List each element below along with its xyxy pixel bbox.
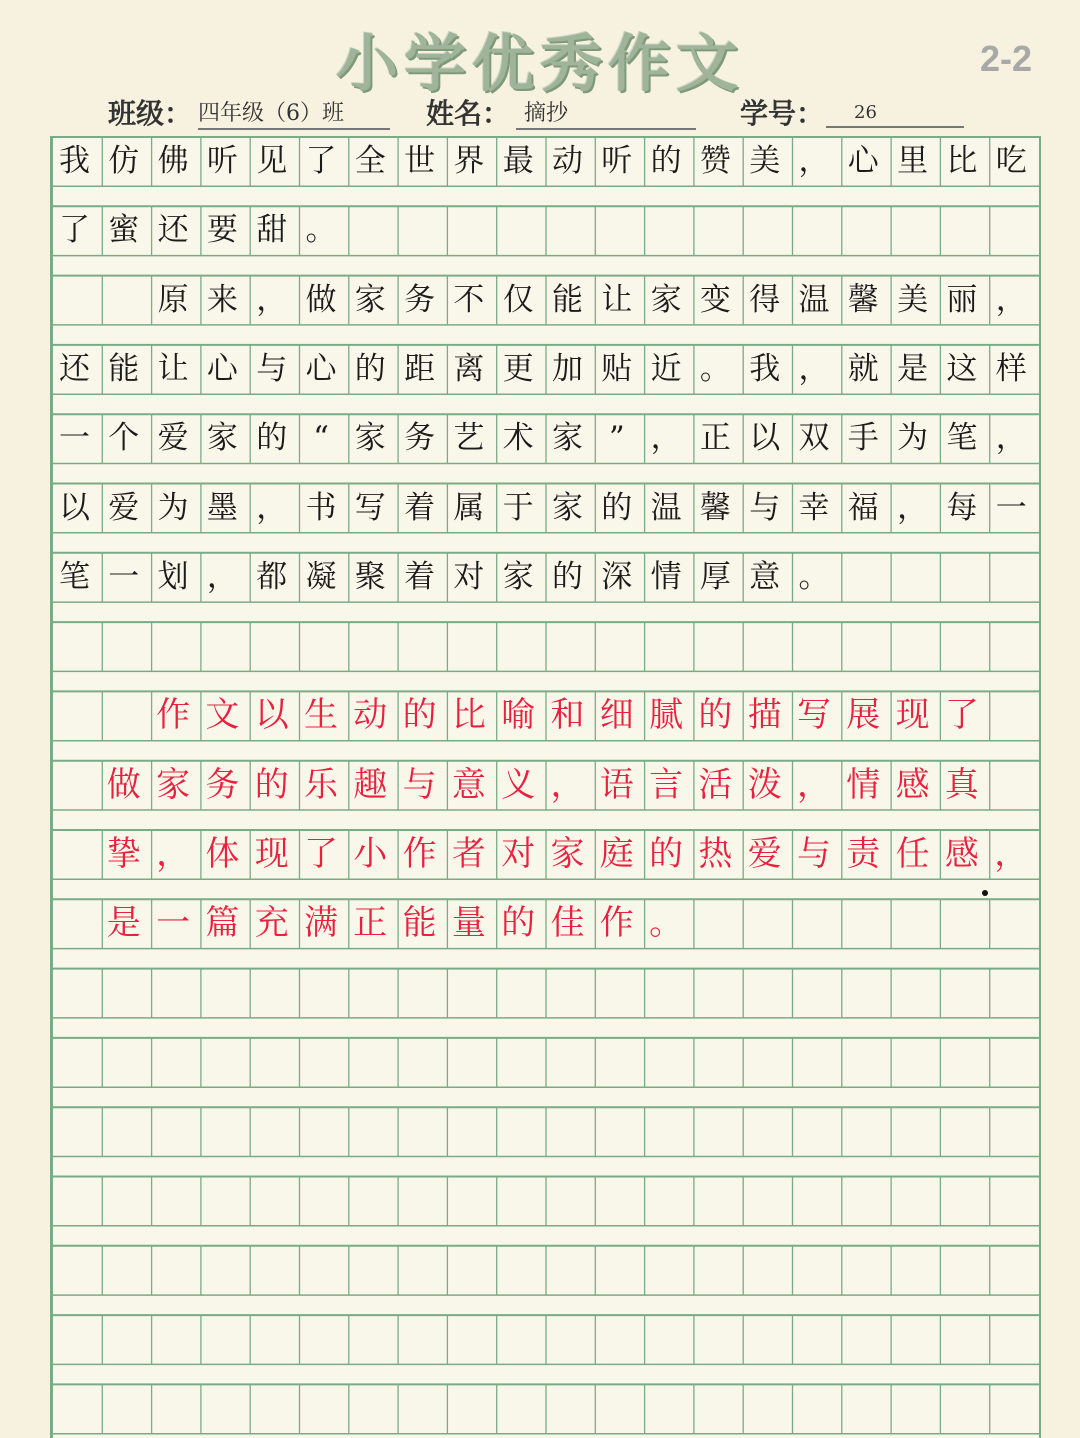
essay-char: 术 [502,420,534,457]
essay-text-area [50,136,1036,1438]
essay-char: 见 [256,143,288,179]
comment-char: 者 [451,834,486,874]
essay-char: 着 [404,558,436,595]
essay-char: 的 [256,420,288,457]
class-value: 四年级（6）班 [198,96,390,130]
essay-char: 手 [847,420,879,457]
comment-char: 家 [550,834,585,874]
essay-char: ， [650,420,682,457]
essay-char: 变 [699,281,731,318]
comment-char: 充 [254,903,289,944]
essay-char: 的 [601,489,633,526]
comment-char: 感 [895,764,930,805]
essay-char: 。 [798,558,830,595]
essay-char: 家 [650,281,682,318]
essay-char: 都 [256,558,288,595]
comment-char: 腻 [649,695,684,736]
essay-char: 贴 [601,350,633,387]
name-label: 姓名： [426,98,511,129]
comment-char: 小 [353,834,388,874]
comment-char: 喻 [501,695,536,736]
essay-char: ， [256,281,288,318]
essay-char: 仿 [108,143,140,179]
comment-char: 与 [797,834,831,874]
essay-char: 务 [404,281,436,318]
comment-char: 的 [501,903,536,944]
comment-char: 是 [106,903,141,944]
comment-char: 量 [451,903,486,944]
essay-char: 与 [256,350,288,387]
essay-char: ， [798,143,830,179]
id-value: 26 [826,96,964,128]
comment-char: ， [797,764,831,805]
comment-char: 真 [944,764,979,805]
essay-char: 了 [305,143,337,179]
comment-char: 作 [156,695,191,736]
essay-char: 动 [552,143,583,179]
essay-char: 墨 [206,489,238,526]
essay-char: 离 [453,350,485,387]
comment-char: 现 [895,695,930,736]
comment-char: 篇 [205,903,240,944]
comment-char: 的 [402,695,437,736]
comment-char: 做 [106,764,141,805]
essay-char: 仅 [502,281,534,318]
comment-char [50,888,99,958]
essay-char: 吃 [995,143,1027,179]
essay-char: 一 [995,489,1027,526]
essay-char: 每 [946,489,978,526]
essay-char: 爱 [157,420,189,457]
essay-char: 世 [404,143,436,179]
essay-char: 正 [699,420,731,457]
essay-char: 就 [847,350,879,387]
comment-char: 的 [698,695,733,736]
essay-char: 对 [453,558,485,595]
essay-char: ， [206,558,238,595]
essay-char: 家 [502,558,534,595]
comment-char: ， [156,834,191,874]
essay-char: 意 [749,558,781,595]
essay-char: 为 [157,489,189,526]
essay-char: 双 [798,420,830,457]
essay-char: 家 [206,420,238,457]
essay-char: 个 [108,420,140,457]
comment-char: 细 [599,695,634,736]
essay-char: 听 [206,143,238,179]
comment-char: ， [994,834,1029,874]
comment-char: 务 [205,764,240,805]
essay-char: 让 [157,350,189,387]
comment-char: 描 [747,695,782,736]
essay-char: 温 [798,281,830,318]
essay-char: 这 [946,350,978,387]
comment-char: 的 [649,834,684,874]
comment-char: 情 [846,764,881,805]
essay-char: ， [798,350,830,387]
essay-char: 厚 [699,558,731,595]
essay-char: 做 [305,281,337,318]
name-value: 摘抄 [516,96,696,130]
comment-char: 文 [205,695,240,736]
essay-char: 为 [897,420,929,457]
essay-char: 属 [453,489,485,526]
comment-char: 作 [402,834,437,874]
essay-char: 划 [157,558,189,595]
comment-char: 。 [649,903,684,944]
essay-char: 聚 [354,558,386,595]
comment-char: 展 [846,695,881,736]
essay-char: 加 [552,350,583,387]
essay-char: 更 [502,350,534,387]
essay-char: 赞 [699,143,731,179]
comment-char [50,750,99,820]
essay-char: 的 [354,350,386,387]
essay-char: 于 [502,489,534,526]
comment-char: 趣 [353,764,388,805]
essay-char: 美 [749,143,781,179]
essay-char: 家 [354,420,386,457]
essay-char: 家 [552,489,583,526]
essay-char: 来 [206,281,238,318]
comment-char [50,680,99,750]
essay-char: 。 [699,350,731,387]
essay-char: 得 [749,281,781,318]
essay-char: 佛 [157,143,189,179]
essay-char: 温 [650,489,682,526]
comment-char: 满 [304,903,338,944]
comment-char: 了 [304,834,338,874]
page-number: 2-2 [979,38,1032,79]
ink-dot [982,890,988,896]
comment-char: 写 [797,695,831,736]
comment-char: 泼 [747,764,782,805]
comment-char: 动 [353,695,388,736]
essay-char: 心 [305,350,337,387]
comment-char: 和 [550,695,585,736]
comment-char: 现 [254,834,289,874]
comment-char: 对 [501,834,536,874]
essay-char: 能 [552,281,583,318]
comment-char: 感 [944,834,979,874]
comment-char: 言 [649,764,684,805]
comment-char: 比 [451,695,486,736]
essay-char: 我 [749,350,781,387]
essay-char: 原 [157,281,189,318]
comment-char: 活 [698,764,733,805]
essay-char: 听 [601,143,633,179]
essay-char: 是 [897,350,929,387]
essay-char: 书 [305,489,337,526]
essay-char: 让 [601,281,633,318]
comment-char: 义 [501,764,536,805]
essay-char: 馨 [847,281,879,318]
essay-char: 与 [749,489,781,526]
essay-char: ， [256,489,288,526]
comment-char: 爱 [747,834,782,874]
essay-char: 着 [404,489,436,526]
comment-char: 热 [698,834,733,874]
comment-char: ， [550,764,585,805]
comment-char: 意 [451,764,486,805]
essay-char: 一 [108,558,140,595]
comment-char: 庭 [599,834,634,874]
comment-char: 家 [156,764,191,805]
essay-char: 甜 [256,212,288,249]
essay-char: 蜜 [108,212,140,249]
essay-char: 最 [502,143,534,179]
page-title: 小学优秀作文 [335,27,744,100]
essay-char: 还 [59,350,90,387]
essay-char: 的 [552,558,583,595]
comment-char [99,680,148,750]
essay-char: ， [995,281,1027,318]
essay-char: 比 [946,143,978,179]
id-label: 学号： [740,98,825,129]
essay-char: 了 [59,212,90,249]
essay-char: 馨 [699,489,731,526]
essay-char: 务 [404,420,436,457]
comment-char: 生 [304,695,338,736]
essay-char: 写 [354,489,386,526]
comment-char: 的 [254,764,289,805]
essay-char: 美 [897,281,929,318]
essay-char: 距 [404,350,436,387]
essay-char: 幸 [798,489,830,526]
essay-char: 家 [552,420,583,457]
comment-char: 乐 [304,764,338,805]
essay-char: ， [995,420,1027,457]
essay-char: 家 [354,281,386,318]
essay-char: 笔 [946,420,978,457]
essay-char: 全 [354,143,386,179]
comment-char: 作 [599,903,634,944]
essay-char: 深 [601,558,633,595]
essay-char: 不 [453,281,485,318]
comment-char: 与 [402,764,437,805]
essay-char [50,265,99,335]
essay-char: 界 [453,143,485,179]
comment-char: 语 [599,764,634,805]
essay-char: 能 [108,350,140,387]
essay-char: 福 [847,489,879,526]
essay-char: “ [313,420,329,457]
essay-char: 一 [59,420,90,457]
comment-char: 责 [846,834,881,874]
essay-char: 爱 [108,489,140,526]
essay-char: 的 [650,143,682,179]
essay-char: 艺 [453,420,485,457]
comment-char: 一 [156,903,191,944]
essay-char: 样 [995,350,1027,387]
comment-char: 挚 [106,834,141,874]
comment-char: 佳 [550,903,585,944]
essay-char: 丽 [946,281,978,318]
essay-char: 近 [650,350,682,387]
essay-char: 凝 [305,558,337,595]
essay-char: 情 [650,558,682,595]
comment-char: 了 [944,695,979,736]
essay-char: ， [897,489,929,526]
essay-char: 还 [157,212,189,249]
essay-char: 心 [847,143,879,179]
comment-char: 能 [402,903,437,944]
essay-char: 以 [59,489,90,526]
essay-char: 要 [206,212,238,249]
comment-char: 以 [254,695,289,736]
essay-char: 。 [305,212,337,249]
essay-char: 心 [206,350,238,387]
comment-char [50,819,99,889]
class-label: 班级： [108,98,193,129]
essay-char: 以 [749,420,781,457]
essay-char [99,265,148,335]
comment-char: 体 [205,834,240,874]
essay-char: ” [608,420,625,457]
essay-char: 我 [59,143,90,179]
comment-char: 正 [353,903,388,944]
essay-char: 里 [897,143,929,179]
essay-char: 笔 [59,558,90,595]
comment-char: 任 [895,834,930,874]
